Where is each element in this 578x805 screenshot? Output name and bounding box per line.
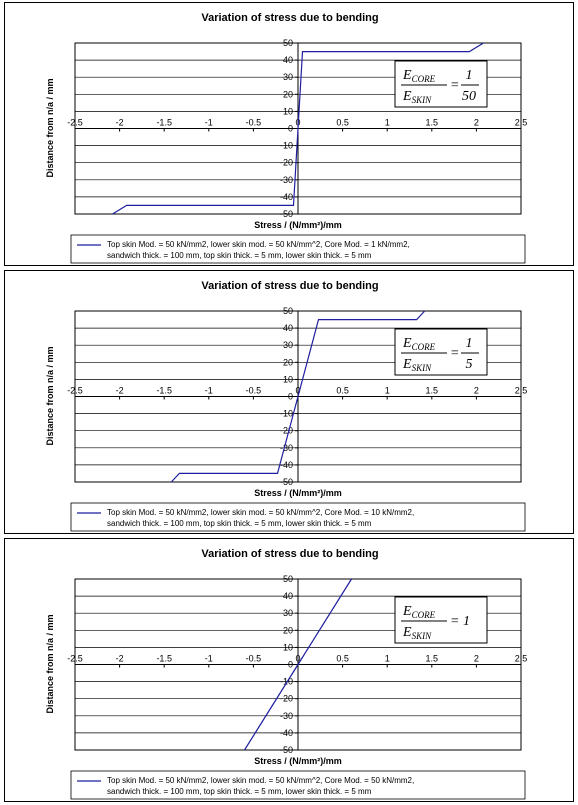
x-tick-label: 1 [384,653,390,664]
x-tick-label: 2 [473,117,479,128]
y-tick-label: -40 [279,459,293,470]
y-tick-label: -10 [279,408,293,419]
x-tick-label: -1 [204,385,213,396]
y-tick-label: -50 [279,477,293,487]
chart-svg [5,539,575,803]
x-tick-label: 1.5 [425,653,439,664]
equals-sign: = [450,78,460,93]
y-tick-label: 10 [282,374,293,385]
x-tick-label: 1.5 [425,385,439,396]
y-tick-label: 50 [282,306,293,316]
legend-line-2: sandwich thick. = 100 mm, top skin thick. = 5 mm, lower skin thick. = 5 mm [107,787,372,796]
x-tick-label: 0 [295,117,301,128]
x-tick-label: 2.5 [514,117,528,128]
x-tick-label: 0.5 [336,117,349,128]
y-tick-label: -30 [279,442,293,453]
y-tick-label: -20 [279,157,293,168]
chart-title: Variation of stress due to bending [201,280,379,292]
y-tick-label: 0 [287,123,293,134]
legend-line-1: Top skin Mod. = 50 kN/mm2, lower skin mod. = 50 kN/mm^2, Core Mod. = 1 kN/mm2, [107,240,410,249]
x-axis-label: Stress / (N/mm²)/mm [254,488,342,498]
y-tick-label: -10 [279,140,293,151]
rhs-denominator: 50 [462,89,476,104]
y-tick-label: 50 [282,574,293,584]
x-tick-label: -2.5 [67,117,83,128]
x-tick-label: 0 [295,385,301,396]
x-tick-label: 1 [384,385,390,396]
rhs-numerator: 1 [465,336,473,351]
x-tick-label: 2 [473,653,479,664]
chart-svg [5,271,575,535]
x-tick-label: -1.5 [156,117,172,128]
x-tick-label: -1.5 [156,653,172,664]
rhs-denominator: 5 [465,357,473,372]
x-axis-label: Stress / (N/mm²)/mm [254,220,342,230]
x-tick-label: -0.5 [245,117,262,128]
y-tick-label: -10 [279,676,293,687]
equals-sign: = [450,346,460,361]
x-axis-label: Stress / (N/mm²)/mm [254,756,342,766]
y-tick-label: 0 [287,391,293,402]
y-tick-label: 10 [282,106,293,117]
y-tick-label: 20 [282,357,293,368]
y-tick-label: 40 [282,55,293,66]
x-tick-label: -2 [115,385,124,396]
chart-panel-3 [4,538,574,802]
x-tick-label: -1 [204,117,213,128]
x-tick-label: 2.5 [514,385,528,396]
y-tick-label: -50 [279,209,293,219]
x-tick-label: 0 [295,653,301,664]
y-tick-label: 30 [282,608,293,619]
equation-denominator: $E_{SKIN}$ [403,357,432,373]
y-tick-label: 40 [282,323,293,334]
chart-title: Variation of stress due to bending [201,548,379,560]
equals-sign: = [450,614,460,629]
x-tick-label: 2.5 [514,653,528,664]
x-tick-label: 0.5 [336,653,349,664]
y-tick-label: 10 [282,642,293,653]
x-tick-label: -1.5 [156,385,172,396]
x-tick-label: 2 [473,385,479,396]
y-axis-label: Distance from n/a / mm [45,614,55,714]
chart-panel-2 [4,270,574,534]
rhs-numerator: 1 [465,68,473,83]
x-tick-label: 1 [384,117,390,128]
equation-numerator: $E_{CORE}$ [403,68,436,84]
equation-denominator: $E_{SKIN}$ [403,625,432,641]
x-tick-label: -2 [115,653,124,664]
y-tick-label: 40 [282,591,293,602]
y-tick-label: 20 [282,625,293,636]
y-tick-label: 30 [282,340,293,351]
chart-panel-1 [4,2,574,266]
y-tick-label: -20 [279,693,293,704]
chart-svg [5,3,575,267]
y-tick-label: 50 [282,38,293,48]
y-tick-label: -50 [279,745,293,755]
y-tick-label: -40 [279,191,293,202]
equation-denominator: $E_{SKIN}$ [403,89,432,105]
x-tick-label: -0.5 [245,385,262,396]
y-tick-label: 0 [287,659,293,670]
y-axis-label: Distance from n/a / mm [45,346,55,446]
rhs-value: 1 [463,614,470,629]
y-tick-label: -20 [279,425,293,436]
y-tick-label: -30 [279,710,293,721]
x-tick-label: 0.5 [336,385,349,396]
y-tick-label: -40 [279,727,293,738]
chart-title: Variation of stress due to bending [201,12,379,24]
x-tick-label: -1 [204,653,213,664]
x-tick-label: 1.5 [425,117,439,128]
x-tick-label: -2.5 [67,653,83,664]
y-axis-label: Distance from n/a / mm [45,78,55,178]
x-tick-label: -0.5 [245,653,262,664]
legend-line-1: Top skin Mod. = 50 kN/mm2, lower skin mod. = 50 kN/mm^2, Core Mod. = 10 kN/mm2, [107,508,415,517]
y-tick-label: 20 [282,89,293,100]
equation-numerator: $E_{CORE}$ [403,336,436,352]
legend-line-2: sandwich thick. = 100 mm, top skin thick. = 5 mm, lower skin thick. = 5 mm [107,519,372,528]
x-tick-label: -2.5 [67,385,83,396]
y-tick-label: 30 [282,72,293,83]
x-tick-label: -2 [115,117,124,128]
legend-line-1: Top skin Mod. = 50 kN/mm2, lower skin mod. = 50 kN/mm^2, Core Mod. = 50 kN/mm2, [107,776,415,785]
y-tick-label: -30 [279,174,293,185]
equation-numerator: $E_{CORE}$ [403,604,436,620]
legend-line-2: sandwich thick. = 100 mm, top skin thick. = 5 mm, lower skin thick. = 5 mm [107,251,372,260]
